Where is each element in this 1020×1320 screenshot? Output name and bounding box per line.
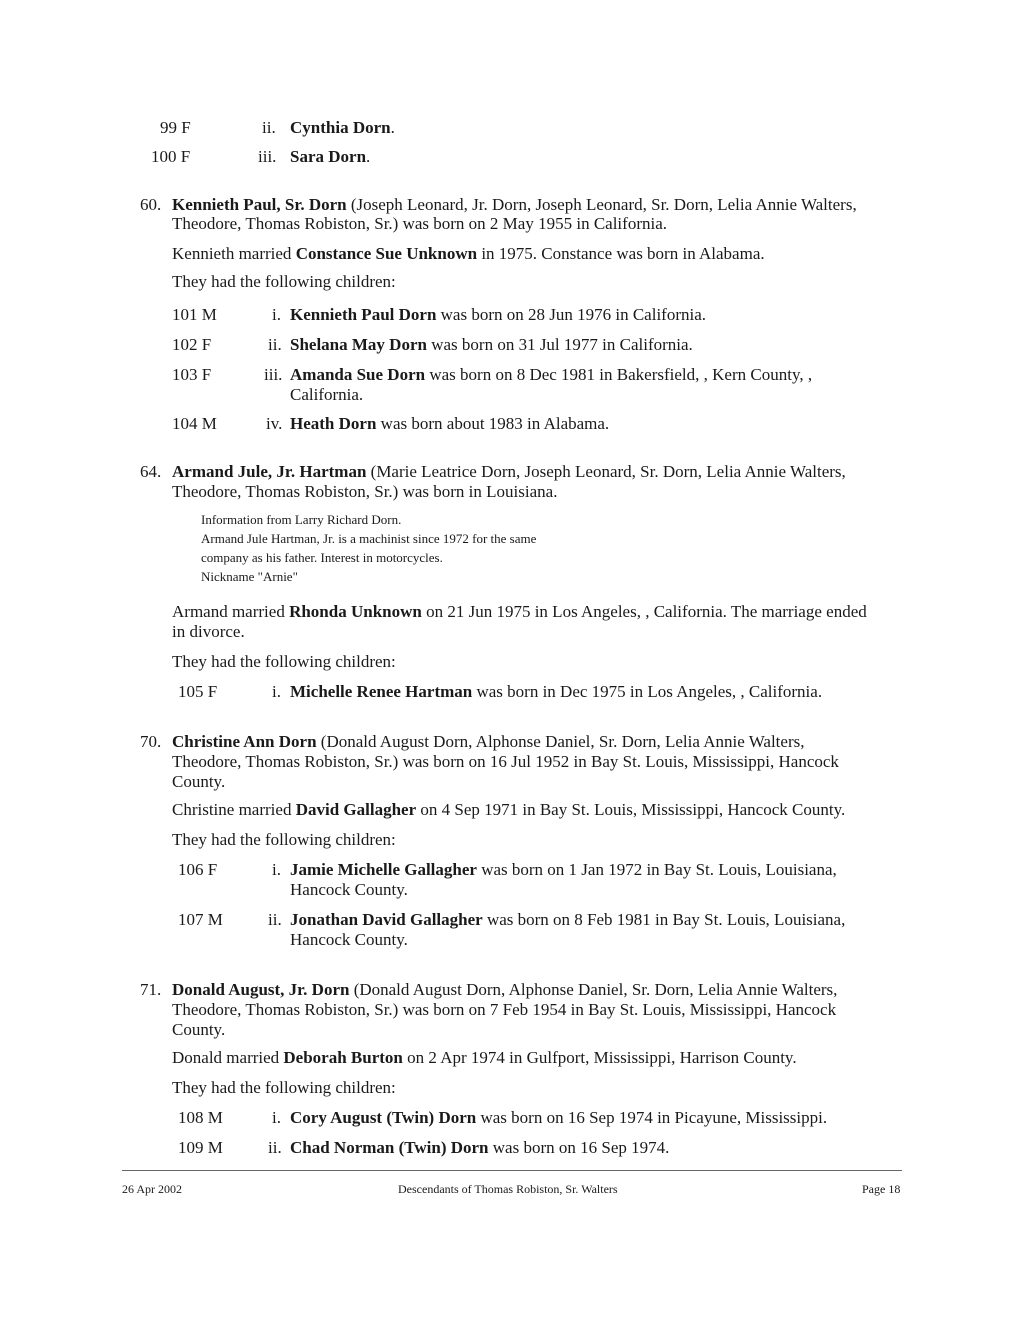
entry-line-2: Theodore, Thomas Robiston, Sr.) was born on 2 May 1955 in California. [172,214,667,233]
child-line [290,1138,669,1158]
note-line: Nickname "Arnie" [201,569,298,584]
child-numeral: ii. [268,910,282,929]
child-line [290,118,395,138]
child-numeral: iv. [266,414,283,433]
entry-line-1 [172,980,837,1000]
child-id: 106 F [178,860,218,879]
entry-line-3: County. [172,1020,226,1039]
entry-line-2: Theodore, Thomas Robiston, Sr.) was born on 16 Jul 1952 in Bay St. Louis, Mississippi, Hancock [172,752,839,771]
marriage-pre: Christine married [172,800,296,819]
child-numeral: i. [272,682,281,701]
child-name: Michelle Renee Hartman [290,682,473,701]
entry-line-2: Theodore, Thomas Robiston, Sr.) was born on 7 Feb 1954 in Bay St. Louis, Mississippi, Hancock [172,1000,837,1019]
marriage-pre: Donald married [172,1048,284,1067]
child-numeral: i. [272,305,281,324]
child-name: Shelana May Dorn [290,335,427,354]
children-intro: They had the following children: [172,652,396,671]
child-id: 107 M [178,910,223,929]
entry-number: 64. [140,462,162,481]
child-rest: was born on 31 Jul 1977 in California. [426,335,693,354]
child-numeral: iii. [258,147,277,166]
child-id: 109 M [178,1138,223,1157]
child-numeral: ii. [262,118,276,137]
person-name: Kennieth Paul, Sr. Dorn [172,195,347,214]
child-name: Sara Dorn [290,147,367,166]
child-name: Kennieth Paul Dorn [290,305,437,324]
child-name: Chad Norman (Twin) Dorn [290,1138,489,1157]
child-line [290,682,822,702]
person-name: Donald August, Jr. Dorn [172,980,350,999]
footer-page: Page 18 [862,1182,901,1196]
child-numeral: iii. [264,365,283,384]
child-rest: was born on 1 Jan 1972 in Bay St. Louis, Louisiana, [476,860,837,879]
child-line [290,1108,827,1128]
marriage-post: on 4 Sep 1971 in Bay St. Louis, Mississippi, Hancock County. [416,800,846,819]
lineage-text: (Joseph Leonard, Jr. Dorn, Joseph Leonard, Sr. Dorn, Lelia Annie Walters, [346,195,857,214]
child-name: Amanda Sue Dorn [290,365,426,384]
marriage-post: on 2 Apr 1974 in Gulfport, Mississippi, Harrison County. [402,1048,797,1067]
child-rest: . [366,147,371,166]
entry-line-1 [172,732,804,752]
lineage-text: (Donald August Dorn, Alphonse Daniel, Sr. Dorn, Lelia Annie Walters, [349,980,838,999]
child-name: Heath Dorn [290,414,377,433]
child-id: 103 F [172,365,212,384]
footer-rule [122,1170,902,1171]
entry-line-2: Theodore, Thomas Robiston, Sr.) was born in Louisiana. [172,482,558,501]
entry-number: 60. [140,195,162,214]
child-name: Jamie Michelle Gallagher [290,860,477,879]
child-rest: was born in Dec 1975 in Los Angeles, , California. [472,682,823,701]
child-line-cont: Hancock County. [290,880,408,899]
note-line: company as his father. Interest in motorcycles. [201,550,443,565]
child-line [290,860,837,880]
child-rest: was born on 16 Sep 1974. [488,1138,670,1157]
child-id: 104 M [172,414,217,433]
children-intro: They had the following children: [172,272,396,291]
marriage-post: on 21 Jun 1975 in Los Angeles, , California. The marriage ended [421,602,867,621]
child-numeral: i. [272,860,281,879]
marriage-line [172,244,765,264]
marriage-line-cont: in divorce. [172,622,245,641]
note-line: Armand Jule Hartman, Jr. is a machinist since 1972 for the same [201,531,537,546]
child-line [290,414,609,434]
child-id: 100 F [151,147,191,166]
entry-line-1 [172,462,846,482]
child-id: 102 F [172,335,212,354]
spouse-name: Constance Sue Unknown [295,244,478,263]
child-id: 101 M [172,305,217,324]
marriage-pre: Kennieth married [172,244,296,263]
child-id: 108 M [178,1108,223,1127]
child-rest: was born on 8 Feb 1981 in Bay St. Louis, Louisiana, [482,910,846,929]
lineage-text: (Donald August Dorn, Alphonse Daniel, Sr. Dorn, Lelia Annie Walters, [316,732,805,751]
child-rest: was born on 28 Jun 1976 in California. [436,305,707,324]
child-rest: was born on 16 Sep 1974 in Picayune, Mississippi. [476,1108,828,1127]
child-line [290,147,370,167]
marriage-post: in 1975. Constance was born in Alabama. [477,244,765,263]
person-name: Armand Jule, Jr. Hartman [172,462,367,481]
children-intro: They had the following children: [172,1078,396,1097]
child-line [290,305,706,325]
child-line [290,335,693,355]
person-name: Christine Ann Dorn [172,732,317,751]
child-name: Cory August (Twin) Dorn [290,1108,477,1127]
child-line [290,365,812,385]
child-line-cont: Hancock County. [290,930,408,949]
lineage-text: (Marie Leatrice Dorn, Joseph Leonard, Sr. Dorn, Lelia Annie Walters, [366,462,846,481]
child-name: Cynthia Dorn [290,118,391,137]
marriage-line [172,602,867,622]
footer-date: 26 Apr 2002 [122,1182,182,1196]
children-intro: They had the following children: [172,830,396,849]
child-numeral: ii. [268,1138,282,1157]
child-line-cont: California. [290,385,364,404]
spouse-name: David Gallagher [295,800,417,819]
marriage-line [172,1048,797,1068]
entry-number: 71. [140,980,162,999]
spouse-name: Rhonda Unknown [289,602,422,621]
spouse-name: Deborah Burton [283,1048,403,1067]
entry-line-1 [172,195,857,215]
child-name: Jonathan David Gallagher [290,910,483,929]
note-line: Information from Larry Richard Dorn. [201,512,402,527]
child-line [290,910,845,930]
footer-title: Descendants of Thomas Robiston, Sr. Walters [398,1182,618,1196]
child-rest: . [390,118,395,137]
marriage-pre: Armand married [172,602,290,621]
child-id: 99 F [160,118,191,137]
child-numeral: ii. [268,335,282,354]
marriage-line [172,800,845,820]
child-id: 105 F [178,682,218,701]
child-numeral: i. [272,1108,281,1127]
entry-line-3: County. [172,772,226,791]
entry-number: 70. [140,732,162,751]
child-rest: was born on 8 Dec 1981 in Bakersfield, , Kern County, , [425,365,813,384]
child-rest: was born about 1983 in Alabama. [376,414,610,433]
